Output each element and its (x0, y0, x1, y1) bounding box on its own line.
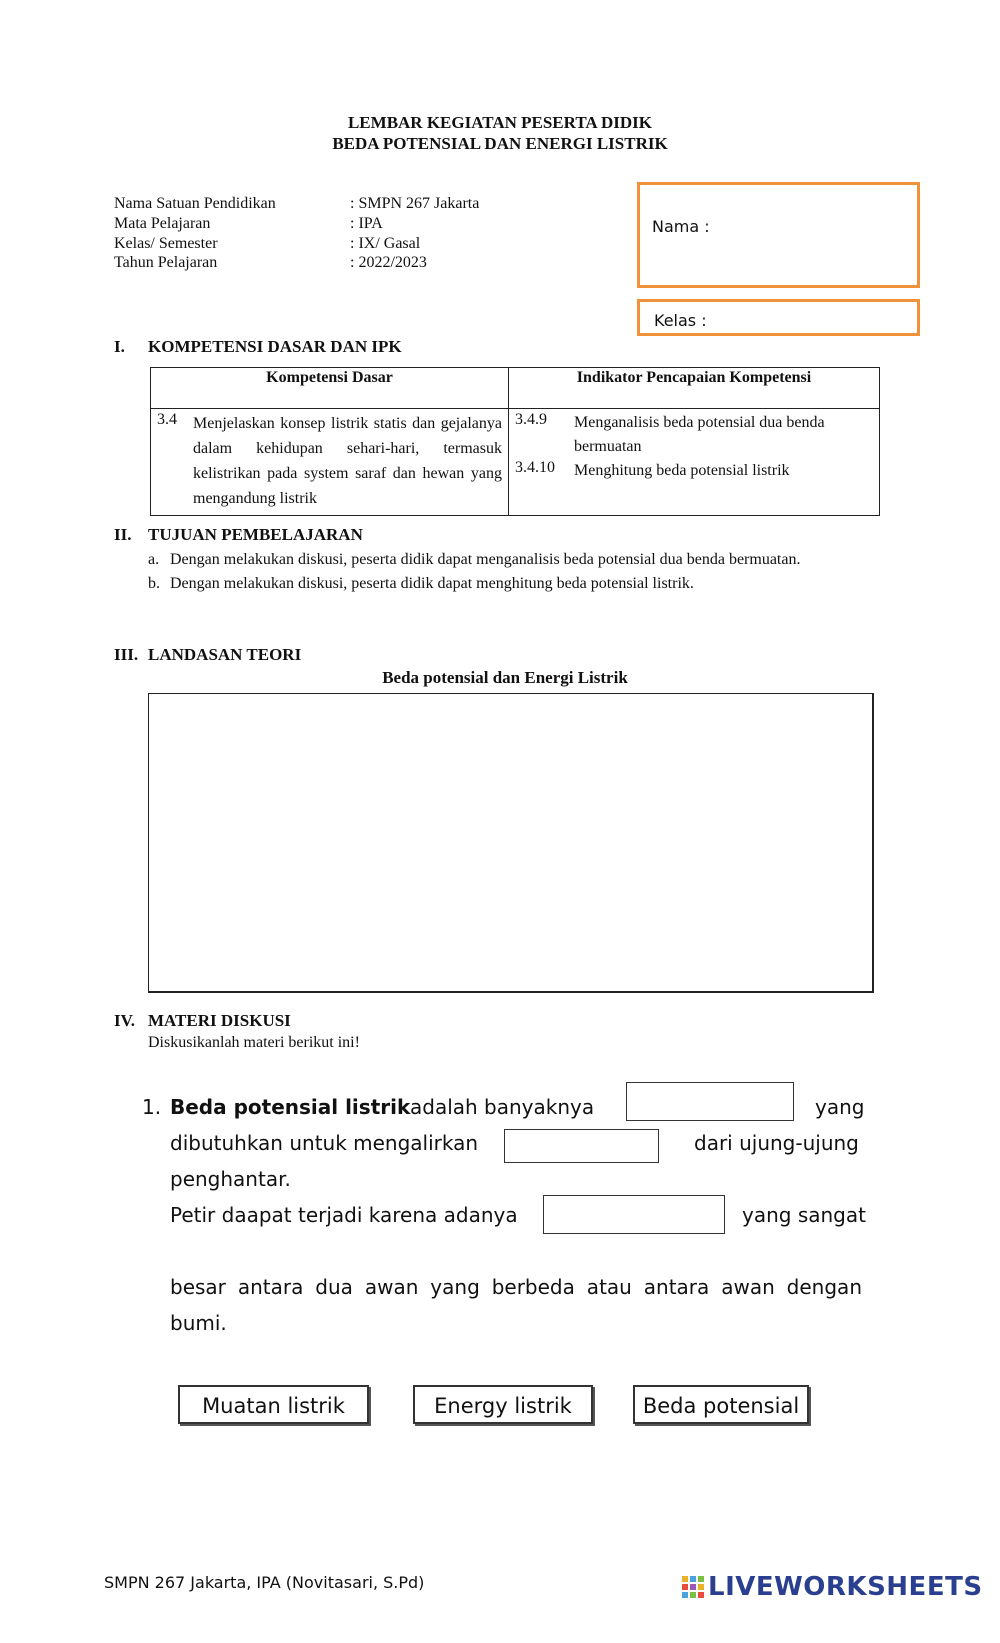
ipk-text: Menganalisis beda potensial dua benda bermuatan (574, 414, 825, 455)
liveworksheets-logo: LIVEWORKSHEETS (708, 1572, 983, 1602)
info-label: Kelas/ Semester (114, 235, 218, 252)
list-text: Dengan melakukan diskusi, peserta didik dapat menghitung beda potensial listrik. (170, 575, 694, 592)
question-text: Petir daapat terjadi karena adanya (170, 1203, 518, 1227)
section-number: IV. (114, 1011, 135, 1030)
info-label: Nama Satuan Pendidikan (114, 195, 276, 212)
choice-muatan-listrik[interactable]: Muatan listrik (178, 1385, 369, 1424)
ipk-text: Menghitung beda potensial listrik (574, 462, 790, 479)
question-text: dari ujung-ujung (694, 1131, 859, 1155)
info-label: Mata Pelajaran (114, 215, 211, 232)
kd-cell (151, 409, 509, 516)
kd-text: Menjelaskan konsep listrik statis dan gejalanya dalam kehidupan sehari-hari, termasuk kelistrikan pada system saraf dan hewan yang mengandung listrik (193, 415, 502, 507)
ipk-cell (509, 409, 880, 516)
nama-label: Nama : (652, 217, 710, 236)
info-value: : 2022/2023 (350, 254, 427, 271)
answer-blank-3[interactable] (543, 1195, 725, 1234)
section-title: MATERI DISKUSI (148, 1011, 291, 1030)
section-number: II. (114, 525, 132, 544)
kelas-field[interactable] (637, 299, 920, 336)
theory-subtitle: Beda potensial dan Energi Listrik (382, 668, 628, 687)
question-text: dibutuhkan untuk mengalirkan (170, 1131, 479, 1155)
objective-list (148, 548, 858, 596)
competency-table (150, 367, 880, 516)
section-title: TUJUAN PEMBELAJARAN (148, 525, 363, 544)
question-text: bumi. (170, 1311, 227, 1335)
theory-content-box (148, 693, 874, 993)
question-term: Beda potensial listrik (170, 1095, 411, 1119)
nama-field[interactable] (637, 182, 920, 288)
question-text: adalah banyaknya (410, 1095, 595, 1119)
section-number: III. (114, 645, 139, 664)
document-subtitle: BEDA POTENSIAL DAN ENERGI LISTRIK (332, 134, 668, 153)
section-title: KOMPETENSI DASAR DAN IPK (148, 337, 402, 356)
discussion-instruction: Diskusikanlah materi berikut ini! (148, 1034, 360, 1051)
ipk-number: 3.4.9 (515, 411, 547, 428)
list-text: Dengan melakukan diskusi, peserta didik dapat menganalisis beda potensial dua benda bermuatan. (170, 551, 801, 568)
question-text: yang (815, 1095, 865, 1119)
answer-blank-1[interactable] (626, 1082, 794, 1121)
list-item (148, 548, 858, 572)
info-value: : SMPN 267 Jakarta (350, 195, 480, 212)
answer-blank-2[interactable] (504, 1129, 659, 1163)
choice-energy-listrik[interactable]: Energy listrik (413, 1385, 593, 1424)
document-title: LEMBAR KEGIATAN PESERTA DIDIK (347, 113, 653, 132)
info-value: : IX/ Gasal (350, 235, 421, 252)
section-number: I. (114, 337, 125, 356)
list-item (148, 572, 858, 596)
kelas-label: Kelas : (654, 311, 707, 330)
footer-credit: SMPN 267 Jakarta, IPA (Novitasari, S.Pd) (104, 1573, 425, 1592)
section-title: LANDASAN TEORI (148, 645, 302, 664)
question-text: yang sangat (742, 1203, 866, 1227)
choice-beda-potensial[interactable]: Beda potensial (633, 1385, 809, 1424)
question-number: 1. (142, 1095, 162, 1119)
liveworksheets-logo-icon (682, 1576, 704, 1598)
list-marker: a. (148, 551, 160, 568)
list-marker: b. (148, 575, 160, 592)
kd-number: 3.4 (157, 411, 177, 428)
table-header: Kompetensi Dasar (151, 368, 509, 409)
question-text: besar antara dua awan yang berbeda atau antara awan dengan (170, 1275, 862, 1299)
ipk-number: 3.4.10 (515, 459, 555, 476)
info-label: Tahun Pelajaran (114, 254, 218, 271)
question-text: penghantar. (170, 1167, 291, 1191)
table-header: Indikator Pencapaian Kompetensi (509, 368, 880, 409)
info-value: : IPA (350, 215, 383, 232)
